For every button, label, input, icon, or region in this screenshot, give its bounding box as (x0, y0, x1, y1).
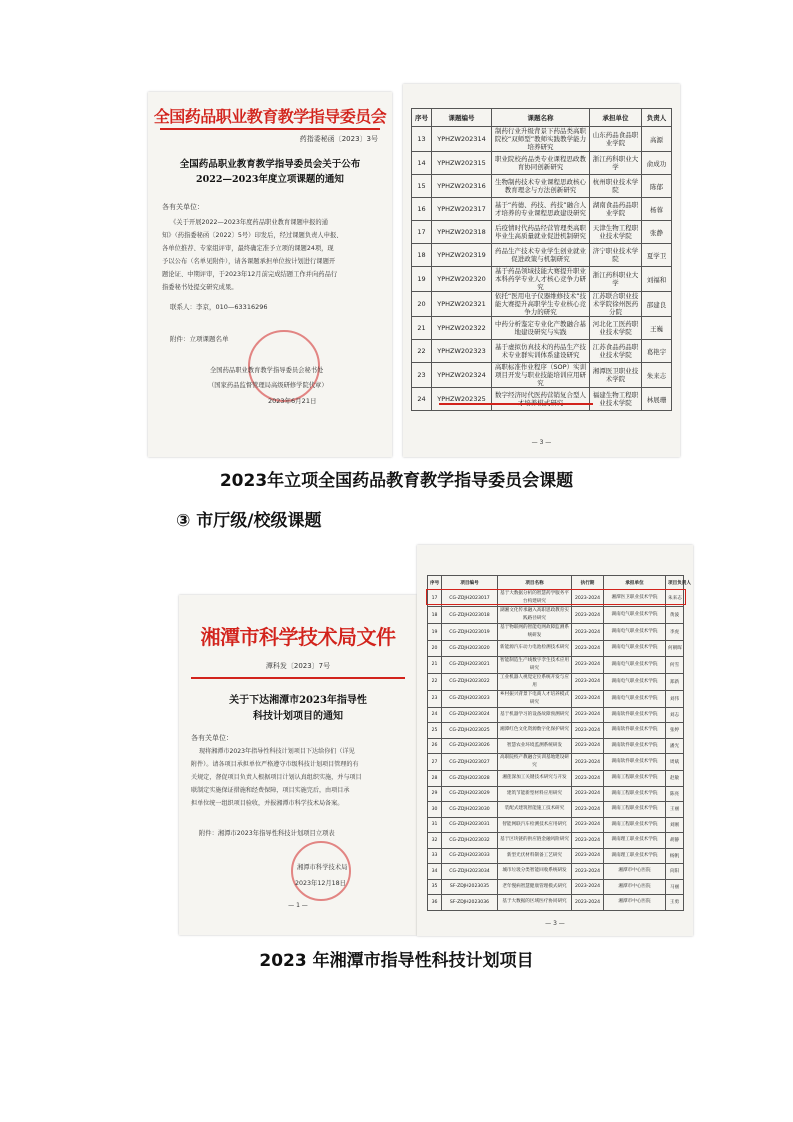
notice-2-attachment: 附件：湘潭市2023年指导性科技计划项目立项表 (199, 830, 335, 837)
notice-2-body-line: 关规定，督促项目负责人根据项目计划认真组织实施，并与项目 (191, 774, 362, 781)
table-cell: 湖南食品药品职业学院 (590, 198, 642, 221)
table-cell: 湘莲深加工关键技术研究与开发 (498, 771, 572, 787)
table-cell: SF-ZDJH2023036 (442, 895, 498, 911)
table-cell: 15 (412, 175, 432, 198)
table-cell: 26 (428, 738, 442, 754)
table-cell: 29 (428, 786, 442, 802)
table-cell: 胡静 (666, 833, 684, 849)
table-cell: 湖南电气职业技术学院 (604, 656, 666, 673)
notice-1-header: 全国药品职业教育教学指导委员会 (153, 107, 387, 126)
column-header: 项目编号 (442, 576, 498, 590)
table-cell: 22 (428, 673, 442, 690)
table-cell: 2023-2024 (572, 879, 604, 895)
column-header: 课题名称 (492, 109, 590, 127)
notice-1-title-line2: 2022—2023年度立项课题的通知 (196, 174, 344, 185)
notice-1-body-line: 各单位推荐、专家组评审，最终确定准予立项的课题24项，现 (162, 245, 334, 252)
table-cell: 何雪 (666, 656, 684, 673)
notice-1-body-line: 指委秘书处提交研究成果。 (162, 284, 238, 291)
table-cell: 福建生物工程职业技术学院 (590, 388, 642, 411)
table-cell: 31 (428, 817, 442, 833)
table-cell: 湘潭红色文化资源数字化保护研究 (498, 723, 572, 739)
table-cell: 14 (412, 152, 432, 175)
notice-2-body (191, 745, 409, 810)
table-cell: 13 (412, 127, 432, 152)
notice-2-title-line1: 关于下达湘潭市2023年指导性 (229, 695, 367, 706)
table-cell: 杭州职业技术学院 (590, 175, 642, 198)
column-header: 序号 (412, 109, 432, 127)
table-cell: 16 (412, 198, 432, 221)
table-cell: 杨帆 (666, 848, 684, 864)
table-cell: CG-ZDJH2023018 (442, 607, 498, 624)
table-cell: 36 (428, 895, 442, 911)
table-cell: 智能制造生产线数字孪生技术应用研究 (498, 656, 572, 673)
table-cell: 李虎 (666, 624, 684, 641)
table-cell: 23 (412, 363, 432, 388)
column-header: 课题编号 (432, 109, 492, 127)
notice-2-number: 潭科发〔2023〕7号 (265, 662, 331, 670)
table-cell: 药品生产技术专业学生创业就业促进政策与机制研究 (492, 244, 590, 267)
table-cell: 2023-2024 (572, 833, 604, 849)
table-cell: 21 (428, 656, 442, 673)
notice-1-attachment: 附件：立项课题名单 (170, 335, 229, 343)
table-cell: 湖南电气职业技术学院 (604, 641, 666, 657)
table-cell: 湖南电气职业技术学院 (604, 624, 666, 641)
table-cell: 18 (428, 607, 442, 624)
table-row (428, 786, 684, 802)
table-cell: 2023-2024 (572, 864, 604, 880)
notice-2-page-number: — 1 — (288, 902, 308, 909)
table-cell: 27 (428, 754, 442, 771)
table-cell: 2023-2024 (572, 707, 604, 723)
table-cell: 浙江药科职业大学 (590, 152, 642, 175)
table-row (428, 895, 684, 911)
table-cell: YPHZW202319 (432, 244, 492, 267)
table-cell: 建筑节能新型材料应用研究 (498, 786, 572, 802)
table-cell: 黄波 (666, 607, 684, 624)
table-row (412, 244, 672, 267)
notice-1-contact: 联系人：李京，010—63316296 (170, 303, 268, 311)
table-cell: 中药分析鉴定专业化产教融合基地建设研究与实践 (492, 317, 590, 340)
table-cell: 制药行业升级背景下药品类高职院校“双师型”教师实践教学能力培养研究 (492, 127, 590, 152)
column-header: 执行期 (572, 576, 604, 590)
table-cell: 刘志 (666, 707, 684, 723)
table-cell: CG-ZDJH2023019 (442, 624, 498, 641)
table-row (412, 198, 672, 221)
table-cell: 19 (428, 624, 442, 641)
table-cell: 张婷 (666, 723, 684, 739)
table-row (428, 817, 684, 833)
table-cell: YPHZW202314 (432, 127, 492, 152)
table-cell: CG-ZDJH2023033 (442, 848, 498, 864)
table-cell: 2023-2024 (572, 817, 604, 833)
table-cell: CG-ZDJH2023032 (442, 833, 498, 849)
notice-2-body-line: 联制定实施保证措施和经费保障，项目实施完后，由项目承 (191, 787, 350, 794)
table-cell: 夏学卫 (642, 244, 672, 267)
table-cell: 32 (428, 833, 442, 849)
table-cell: 葛艳宇 (642, 340, 672, 363)
table-2-page-number: — 3 — (545, 920, 565, 927)
table-row (412, 127, 672, 152)
table-cell: 济宁职业技术学院 (590, 244, 642, 267)
table-cell: 19 (412, 267, 432, 292)
table-cell: CG-ZDJH2023023 (442, 690, 498, 707)
table-cell: YPHZW202322 (432, 317, 492, 340)
table-cell: 王勇 (666, 895, 684, 911)
table-row (428, 624, 684, 641)
table-cell: 后疫情时代药品经营管理类高职毕业生高质量就业促进机制研究 (492, 221, 590, 244)
notice-1-date: 2023年6月21日 (268, 397, 317, 405)
table-cell: 2023-2024 (572, 771, 604, 787)
table-cell: 2023-2024 (572, 673, 604, 690)
table-cell: 基于“药德、药技、药技”融合人才培养的专业课程思政建设研究 (492, 198, 590, 221)
table-cell: 职业院校药品类专业课程思政教育协同创新研究 (492, 152, 590, 175)
column-header: 承担单位 (604, 576, 666, 590)
table-cell: CG-ZDJH2023020 (442, 641, 498, 657)
table-cell: 18 (412, 244, 432, 267)
table-cell: 湖南工程职业技术学院 (604, 786, 666, 802)
table-row (412, 317, 672, 340)
table-cell: 朱来志 (666, 590, 684, 607)
table-row (428, 802, 684, 818)
notice-1-signature-line1: 全国药品职业教育教学指导委员会秘书处 (210, 367, 324, 374)
project-list-table-1 (411, 108, 672, 411)
table-cell: 王巍 (642, 317, 672, 340)
notice-photo-2 (179, 595, 417, 935)
table-cell: 20 (428, 641, 442, 657)
table-row (428, 833, 684, 849)
table-cell: 湖南电气职业技术学院 (604, 607, 666, 624)
notice-2-body-line: 现将湘潭市2023年指导性科技计划项目下达给你们（详见 (199, 748, 355, 755)
table-cell: 基于物联网的智能电网故障监测系统研发 (498, 624, 572, 641)
table-cell: 20 (412, 292, 432, 317)
table-cell: YPHZW202325 (432, 388, 492, 411)
table-row (428, 707, 684, 723)
table-cell: 刘福和 (642, 267, 672, 292)
table-cell: 生物制药技术专业课程思政核心教育理念与方法创新研究 (492, 175, 590, 198)
table-cell: 陈亮 (666, 786, 684, 802)
table-row (428, 754, 684, 771)
table-cell: 老年慢病智慧健康管理模式研究 (498, 879, 572, 895)
table-cell: 城市垃圾分类智能回收系统研发 (498, 864, 572, 880)
highlight-box (426, 589, 686, 605)
table-cell: 基于药品领域技能大赛提升职业本科药学专业人才核心竞争力研究 (492, 267, 590, 292)
table-cell: CG-ZDJH2023026 (442, 738, 498, 754)
table-cell: CG-ZDJH2023030 (442, 802, 498, 818)
table-cell: 周斌 (666, 754, 684, 771)
notice-2-body-line: 附件）。请各项目承担单位严格遵守市级科技计划项目管理的有 (191, 761, 359, 768)
table-cell: 23 (428, 690, 442, 707)
table-cell: CG-ZDJH2023029 (442, 786, 498, 802)
table-cell: CG-ZDJH2023022 (442, 673, 498, 690)
notice-1-body-line: 知》（药指委秘函〔2022〕5号）印发后，经过课题负责人申报、 (162, 232, 343, 239)
table-cell: CG-ZDJH2023027 (442, 754, 498, 771)
table-row (412, 388, 672, 411)
table-cell: CG-ZDJH2023021 (442, 656, 498, 673)
table-cell: CG-ZDJH2023028 (442, 771, 498, 787)
table-photo-2 (417, 545, 693, 936)
table-cell: 马丽 (666, 879, 684, 895)
table-cell: 湖南软件职业技术学院 (604, 754, 666, 771)
notice-1-signature-line2: （国家药品监督管理局高级研修学院代章） (208, 382, 328, 389)
column-header: 承担单位 (590, 109, 642, 127)
table-row (428, 771, 684, 787)
table-cell: 基于大数据的区域医疗协同研究 (498, 895, 572, 911)
table-cell: 2023-2024 (572, 590, 604, 607)
table-cell: 潘光 (666, 738, 684, 754)
table-cell: 2023-2024 (572, 802, 604, 818)
table-cell: 林展珊 (642, 388, 672, 411)
table-cell: 赵敏 (666, 771, 684, 787)
table-cell: 向阳 (666, 864, 684, 880)
table-cell: 湖南工程职业技术学院 (604, 817, 666, 833)
table-cell: 34 (428, 864, 442, 880)
table-row (412, 175, 672, 198)
table-cell: 王丽 (666, 802, 684, 818)
table-cell: YPHZW202320 (432, 267, 492, 292)
table-cell: 湖南软件职业技术学院 (604, 738, 666, 754)
table-cell: 湖南理工职业技术学院 (604, 848, 666, 864)
table-cell: 山东药品食品职业学院 (590, 127, 642, 152)
table-cell: 张静 (642, 221, 672, 244)
table-cell: 朱来志 (642, 363, 672, 388)
table-row (428, 607, 684, 624)
table-row (428, 879, 684, 895)
table-cell: 河北化工医药职业技术学院 (590, 317, 642, 340)
table-row (412, 267, 672, 292)
highlight-underline (439, 403, 593, 405)
notice-2-date: 2023年12月18日 (295, 880, 346, 887)
table-cell: 高职院校产教融合实训基地建设研究 (498, 754, 572, 771)
table-cell: 装配式建筑智能施工技术研究 (498, 802, 572, 818)
table-cell: 2023-2024 (572, 641, 604, 657)
table-cell: 17 (428, 590, 442, 607)
table-cell: 2023-2024 (572, 738, 604, 754)
table-cell: 智慧农业环境监测系统研发 (498, 738, 572, 754)
table-cell: 湖南电气职业技术学院 (604, 690, 666, 707)
table-cell: 湘潭医卫职业技术学院 (590, 363, 642, 388)
table-cell: 基于大数据分析的智慧药学服务平台构建研究 (498, 590, 572, 607)
notice-2-header: 湘潭市科学技术局文件 (200, 625, 396, 649)
table-cell: 湖南软件职业技术学院 (604, 707, 666, 723)
table-row (412, 221, 672, 244)
table-cell: 新型光伏材料制备工艺研究 (498, 848, 572, 864)
caption-2: 2023 年湘潭市指导性科技计划项目 (259, 951, 534, 971)
notice-2-body-line: 担单位统一组织项目验收，并报湘潭市科学技术局备案。 (191, 800, 344, 807)
table-cell: 湖湘文化传承融入高职思政教育实践路径研究 (498, 607, 572, 624)
table-cell: CG-ZDJH2023025 (442, 723, 498, 739)
project-list-table-2 (427, 575, 691, 911)
table-cell: YPHZW202318 (432, 221, 492, 244)
table-cell: SF-ZDJH2023035 (442, 879, 498, 895)
table-row (412, 292, 672, 317)
column-header: 序号 (428, 576, 442, 590)
notice-1-red-rule (160, 128, 380, 130)
table-row (428, 690, 684, 707)
table-cell: 2023-2024 (572, 754, 604, 771)
table-photo-1 (403, 84, 680, 457)
table-cell: 基于虚拟仿真技术的药品生产技术专业群实训体系建设研究 (492, 340, 590, 363)
table-cell: 杨蓉 (642, 198, 672, 221)
notice-1-number: 药指委秘函〔2023〕3号 (299, 135, 378, 143)
table-cell: 基于区块链的供应链金融风险研究 (498, 833, 572, 849)
table-cell: CG-ZDJH2023034 (442, 864, 498, 880)
table-cell: 24 (412, 388, 432, 411)
notice-2-signature: 湘潭市科学技术局 (297, 864, 348, 871)
table-cell: 22 (412, 340, 432, 363)
table-cell: 湘潭医卫职业技术学院 (604, 590, 666, 607)
table-cell: 30 (428, 802, 442, 818)
table-cell: CG-ZDJH2023031 (442, 817, 498, 833)
table-cell: 湖南理工职业技术学院 (604, 833, 666, 849)
table-row (428, 656, 684, 673)
table-row (428, 673, 684, 690)
table-cell: 智能网联汽车检测技术应用研究 (498, 817, 572, 833)
table-cell: CG-ZDJH2023017 (442, 590, 498, 607)
table-cell: 湖南软件职业技术学院 (604, 723, 666, 739)
table-cell: YPHZW202323 (432, 340, 492, 363)
table-row (428, 848, 684, 864)
table-1-page-number: — 3 — (531, 439, 552, 446)
table-cell: 2023-2024 (572, 607, 604, 624)
table-cell: 湘潭市中心医院 (604, 895, 666, 911)
table-cell: 数字经济时代医药营销复合型人 (492, 388, 590, 411)
section-heading: ③ 市厅级/校级课题 (176, 511, 322, 531)
table-cell: 33 (428, 848, 442, 864)
table-cell: YPHZW202324 (432, 363, 492, 388)
table-cell: 2023-2024 (572, 624, 604, 641)
table-cell: 何朝晖 (666, 641, 684, 657)
table-cell: 2023-2024 (572, 895, 604, 911)
table-cell: 江苏联合职业技术学院徐州医药分院 (590, 292, 642, 317)
notice-1-body-line: 题论证、中期评审，于2023年12月前完成结题工作并向药品行 (162, 271, 338, 278)
table-row (412, 363, 672, 388)
table-cell: 17 (412, 221, 432, 244)
notice-photo-1 (148, 92, 392, 457)
table-cell: 湖南工程职业技术学院 (604, 802, 666, 818)
table-cell: 高职标准作业程序（SOP）实训项目开发与职业技能培训应用研究 (492, 363, 590, 388)
table-cell: YPHZW202321 (432, 292, 492, 317)
table-cell: 2023-2024 (572, 690, 604, 707)
table-cell: 江苏食品药品职业技术学院 (590, 340, 642, 363)
column-header: 项目负责人 (666, 576, 684, 590)
table-cell: 工业机器人视觉定位系统开发与应用 (498, 673, 572, 690)
table-cell: 2023-2024 (572, 848, 604, 864)
table-cell: 乡村振兴背景下电商人才培养模式研究 (498, 690, 572, 707)
table-cell: 湖南电气职业技术学院 (604, 673, 666, 690)
table-cell: 依托“医用电子仪器维修技术”技能大赛提升高职学生专业核心竞争力的研究 (492, 292, 590, 317)
notice-2-title-line2: 科技计划项目的通知 (253, 711, 343, 722)
table-cell: YPHZW202316 (432, 175, 492, 198)
table-cell: 刘伟 (666, 690, 684, 707)
column-header: 负责人 (642, 109, 672, 127)
table-cell: 2023-2024 (572, 723, 604, 739)
table-cell: 24 (428, 707, 442, 723)
table-cell: 新能源汽车动力电池检测技术研究 (498, 641, 572, 657)
table-cell: 基于机器学习的设备故障预测研究 (498, 707, 572, 723)
table-cell: 邵建良 (642, 292, 672, 317)
table-cell: 21 (412, 317, 432, 340)
table-row (412, 152, 672, 175)
table-row (428, 864, 684, 880)
table-cell: 2023-2024 (572, 656, 604, 673)
notice-1-title-line1: 全国药品职业教育教学指导委员会关于公布 (179, 159, 361, 170)
table-cell: 25 (428, 723, 442, 739)
notice-1-greeting: 各有关单位： (162, 203, 204, 211)
table-cell: CG-ZDJH2023024 (442, 707, 498, 723)
table-cell: 湘潭市中心医院 (604, 879, 666, 895)
column-header: 项目名称 (498, 576, 572, 590)
table-row (428, 641, 684, 657)
table-row (428, 723, 684, 739)
table-cell: 天津生物工程职业技术学院 (590, 221, 642, 244)
table-cell: 2023-2024 (572, 786, 604, 802)
table-cell: 郑新 (666, 673, 684, 690)
table-cell: 28 (428, 771, 442, 787)
notice-1-body (162, 216, 384, 294)
table-cell: 湖南工程职业技术学院 (604, 771, 666, 787)
table-cell: 35 (428, 879, 442, 895)
notice-2-greeting: 各有关单位： (191, 734, 233, 742)
table-cell: 陈郁 (642, 175, 672, 198)
table-cell: YPHZW202315 (432, 152, 492, 175)
table-cell: 刘刚 (666, 817, 684, 833)
table-row (428, 738, 684, 754)
table-cell: 浙江药科职业大学 (590, 267, 642, 292)
notice-2-red-rule (191, 677, 405, 679)
table-cell: YPHZW202317 (432, 198, 492, 221)
notice-1-body-line: 予以公布（名单见附件），请各课题承担单位按计划进行课题开 (162, 258, 336, 265)
table-cell: 湘潭市中心医院 (604, 864, 666, 880)
table-row (412, 340, 672, 363)
notice-1-body-line: 《关于开展2022—2023年度药品职业教育课题申报的通 (170, 219, 328, 226)
table-cell: 俞成功 (642, 152, 672, 175)
caption-1: 2023年立项全国药品教育教学指导委员会课题 (219, 471, 574, 491)
table-cell: 高源 (642, 127, 672, 152)
